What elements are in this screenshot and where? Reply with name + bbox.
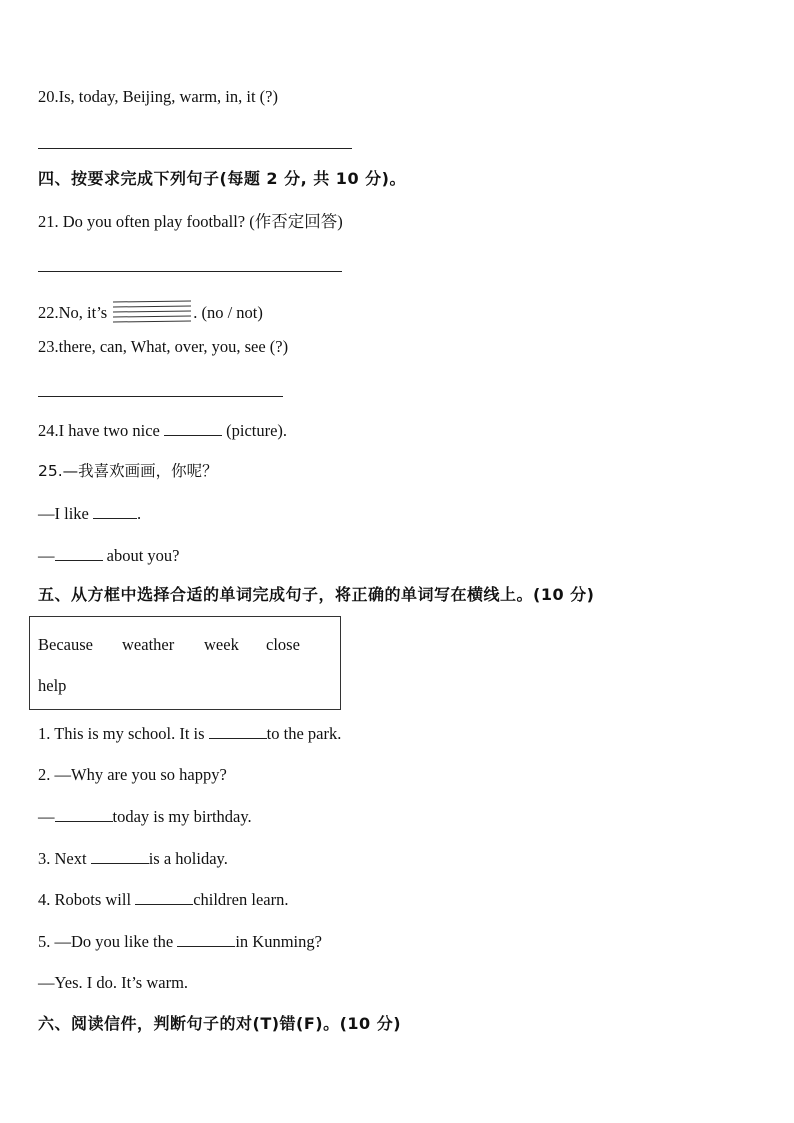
s5-item-3-prefix: 3. Next — [38, 849, 87, 868]
question-25-line1-suffix: . — [137, 504, 142, 523]
question-20-text: 20.Is, today, Beijing, warm, in, it (?) — [38, 87, 278, 106]
word-bank-item: help — [38, 676, 67, 695]
s5-item-1-prefix: 1. This is my school. It is — [38, 724, 205, 743]
blank-25a[interactable] — [93, 503, 137, 519]
question-23 — [38, 337, 288, 357]
question-25-line2-suffix: about you? — [106, 546, 180, 565]
answer-line-21[interactable] — [38, 271, 342, 272]
multi-line-blank-22[interactable] — [111, 300, 193, 324]
word-bank-item: close — [266, 635, 300, 654]
blank-s5-4[interactable] — [135, 889, 193, 905]
question-25-line1-prefix: —I like — [38, 504, 89, 523]
s5-item-2-question: 2. —Why are you so happy? — [38, 765, 227, 784]
blank-25b[interactable] — [55, 545, 103, 561]
s5-item-2-prefix: — — [38, 807, 55, 826]
answer-line-23[interactable] — [38, 396, 283, 397]
question-24 — [38, 420, 287, 441]
question-25-line2-prefix: — — [38, 546, 55, 565]
question-25-prompt: 25.—我喜欢画画，你呢？ — [38, 462, 218, 480]
word-bank-item: week — [204, 635, 239, 654]
question-22 — [38, 300, 263, 324]
question-21-text: 21. Do you often play football? (作否定回答) — [38, 212, 343, 231]
word-bank-box — [29, 616, 341, 710]
section-4-heading: 四、按要求完成下列句子(每题 2 分, 共 10 分)。 — [38, 169, 406, 188]
blank-s5-5[interactable] — [177, 931, 235, 947]
question-20 — [38, 87, 278, 107]
s5-item-1 — [38, 723, 341, 744]
s5-item-2-suffix: today is my birthday. — [112, 807, 252, 826]
word-bank-item: Because — [38, 635, 93, 654]
question-25-line2 — [38, 545, 179, 566]
question-24-suffix: (picture). — [226, 421, 288, 440]
answer-line-20[interactable] — [38, 148, 352, 149]
s5-item-4-suffix: children learn. — [193, 890, 289, 909]
question-24-prefix: 24.I have two nice — [38, 421, 160, 440]
s5-item-5-prefix: 5. —Do you like the — [38, 932, 174, 951]
s5-item-5-suffix: in Kunming? — [235, 932, 322, 951]
blank-24[interactable] — [164, 420, 222, 436]
blank-s5-3[interactable] — [91, 848, 149, 864]
question-23-text: 23.there, can, What, over, you, see (?) — [38, 337, 289, 356]
word-bank-item: weather — [122, 635, 175, 654]
s5-item-2-answer — [38, 806, 252, 827]
question-22-suffix: . (no / not) — [193, 303, 263, 322]
section-6-heading: 六、阅读信件，判断句子的对(T)错(F)。(10 分) — [38, 1014, 402, 1033]
question-21 — [38, 212, 343, 232]
s5-item-4-prefix: 4. Robots will — [38, 890, 132, 909]
section-5-heading: 五、从方框中选择合适的单词完成句子，将正确的单词写在横线上。(10 分) — [38, 585, 595, 604]
blank-s5-1[interactable] — [209, 723, 267, 739]
s5-item-5 — [38, 931, 322, 952]
s5-item-1-suffix: to the park. — [266, 724, 342, 743]
s5-item-4 — [38, 889, 288, 910]
s5-item-5-answer: —Yes. I do. It’s warm. — [38, 973, 189, 992]
question-25-line1 — [38, 503, 141, 524]
s5-item-3 — [38, 848, 228, 869]
question-22-prefix: 22.No, it’s — [38, 303, 108, 322]
blank-s5-2[interactable] — [55, 806, 113, 822]
s5-item-3-suffix: is a holiday. — [148, 849, 228, 868]
